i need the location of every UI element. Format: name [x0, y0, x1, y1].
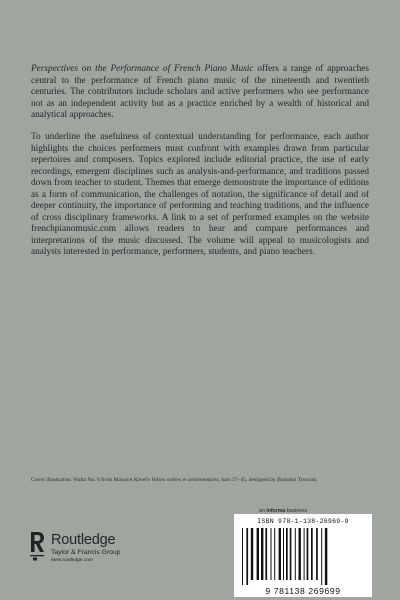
- description-paragraph-1: [31, 64, 369, 122]
- barcode-bars: [240, 528, 366, 585]
- credit-work-title: Valses nobles et sentimentales: [151, 477, 219, 483]
- barcode-bar: [257, 528, 259, 580]
- barcode-bar: [261, 528, 263, 580]
- barcode-bar: [265, 528, 267, 580]
- publisher-name: Routledge: [51, 532, 116, 548]
- barcode-bar: [271, 528, 272, 580]
- book-title: Perspectives on the Performance of French Piano Music: [31, 64, 254, 74]
- barcode-bar: [283, 528, 284, 580]
- isbn-barcode-block: [234, 514, 372, 597]
- publisher-group: Taylor & Francis Group: [51, 549, 121, 556]
- credit-text-after: , bars 37–45, designed by Brandon Truscott.: [218, 477, 318, 483]
- barcode-bar: [325, 528, 327, 585]
- barcode-bar: [242, 528, 243, 585]
- barcode-bar: [279, 528, 281, 580]
- barcode-bar: [311, 528, 313, 580]
- routledge-r-mark-icon: [29, 531, 45, 561]
- barcode-bar: [251, 528, 253, 580]
- barcode-bar: [307, 528, 309, 580]
- barcode-bar: [246, 528, 248, 585]
- barcode-bar: [295, 528, 296, 580]
- barcode-bar: [286, 528, 288, 580]
- barcode-digits: 9 781138 269699: [265, 586, 341, 596]
- barcode-bar: [274, 528, 275, 580]
- barcode-bar: [316, 528, 318, 580]
- informa-suffix: business: [285, 508, 308, 514]
- isbn-number: ISBN 978-1-138-26969-9: [257, 518, 349, 525]
- credit-text-before: Cover illustration: Waltz No. 6 from Maurice Ravel's: [31, 477, 152, 483]
- barcode-bar: [304, 528, 305, 580]
- description-paragraph-2: To underline the usefulness of contextual understanding for performance, each author highlights the choices performers must confront with examples drawn from particular repertoires and composers. Topics explored include editorial practice, the use of early recordings, emergent disciplines such as analysis-and-performance, and traditions passed down from teacher to student. Themes that emerge demonstrate the importance of editions as a form of communication, the challenges of notation, the significance of detail and of deeper continuity, the importance of performing and teaching traditions, and the influence of cross disciplinary frameworks. A link to a set of performed examples on the website frenchpianomusic.com allows readers to hear and compare performances and interpretations of the music discussed. The volume will appeal to musicologists and analysts interested in performance, performers, students, and piano teachers.: [31, 132, 369, 257]
- barcode-bar: [299, 528, 301, 580]
- barcode-bar: [290, 528, 292, 580]
- description-paragraph-1-text: offers a range of approaches central to the performance of French piano music of the nineteenth and twentieth centuries. The contributors include scholars and active performers who see performance not as an independent activity but as a practice enriched by a wealth of historical and analytical approaches.: [31, 64, 369, 120]
- publisher-url: www.routledge.com: [51, 558, 93, 563]
- routledge-logo: [29, 531, 149, 567]
- informa-prefix: an: [259, 508, 267, 514]
- informa-brand: informa: [266, 508, 286, 514]
- barcode-bar: [321, 528, 322, 585]
- cover-illustration-credit: [31, 477, 369, 484]
